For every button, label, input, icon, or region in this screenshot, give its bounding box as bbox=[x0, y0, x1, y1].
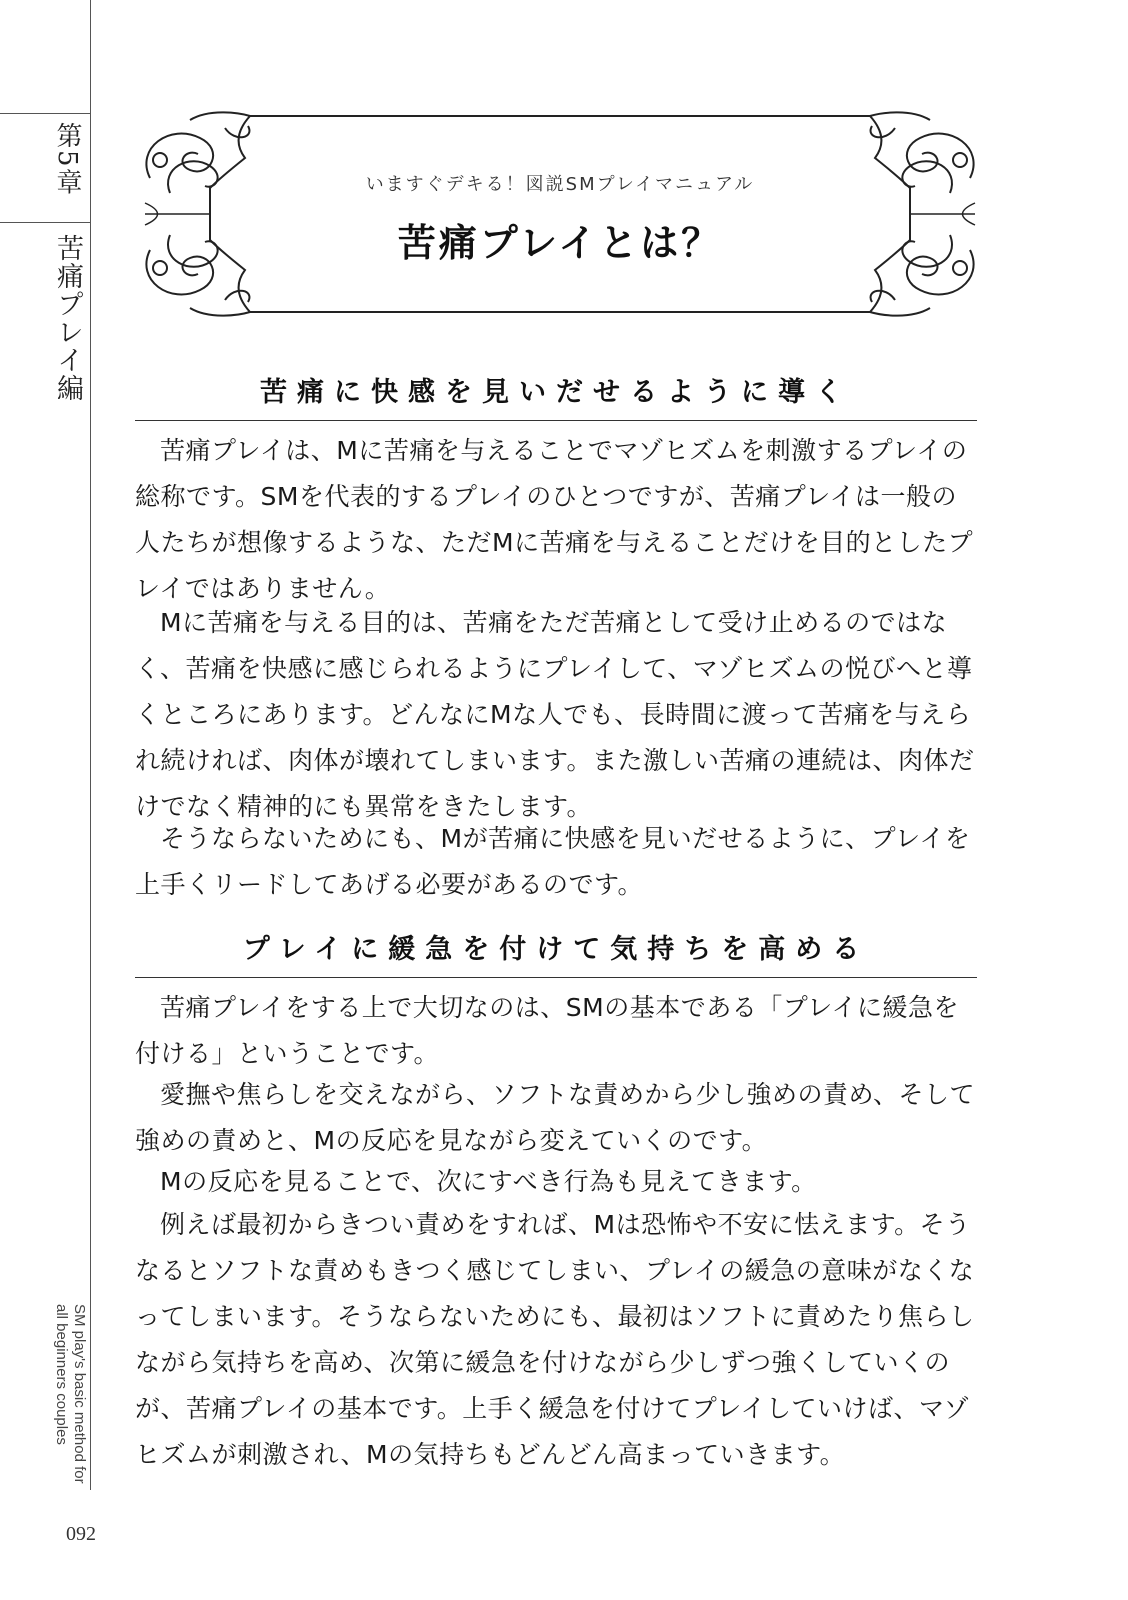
paragraph: 例えば最初からきつい責めをすれば、Mは恐怖や不安に怯えます。そうなるとソフトな責めもきつく感じてしまい、プレイの緩急の意味がなくなってしまいます。そうならないためにも、最初はソフトに責めたり焦らしながら気持ちを高め、次第に緩急を付けながら少しずつ強くしていくのが、苦痛プレイの基本です。上手く緩急を付けてプレイしていけば、マゾヒズムが刺激され、Mの気持ちもどんどん高まっていきます。 bbox=[135, 1210, 975, 1469]
paragraph: 苦痛プレイをする上で大切なのは、SMの基本である「プレイに緩急を付ける」ということです。 bbox=[135, 993, 959, 1068]
book-subtitle: いますぐデキる！図説SMプレイマニュアル bbox=[365, 174, 755, 195]
paragraph: Mに苦痛を与える目的は、苦痛をただ苦痛として受け止めるのではなく、苦痛を快感に感じられるようにプレイして、マゾヒズムの悦びへと導くところにあります。どんなにMな人でも、長時間に渡って苦痛を与えられ続ければ、肉体が壊れてしまいます。また激しい苦痛の連続は、肉体だけでなく精神的にも異常をきたします。 bbox=[135, 608, 975, 821]
chapter-rule-bottom bbox=[0, 222, 90, 223]
paragraph: 愛撫や焦らしを交えながら、ソフトな責めから少し強めの責め、そして強めの責めと、Mの反応を見ながら変えていくのです。 bbox=[135, 1080, 976, 1155]
sidebar-divider bbox=[90, 0, 91, 1490]
paragraph: そうならないためにも、Mが苦痛に快感を見いだせるように、プレイを上手くリードしてあげる必要があるのです。 bbox=[135, 824, 971, 899]
paragraph: Mの反応を見ることで、次にすべき行為も見えてきます。 bbox=[160, 1167, 817, 1196]
heading-rule bbox=[135, 977, 977, 978]
page-number: 092 bbox=[66, 1523, 96, 1545]
page-title: 苦痛プレイとは？ bbox=[397, 221, 723, 265]
chapter-label: 第5章 bbox=[52, 122, 82, 197]
section-heading: プレイに緩急を付けて気持ちを高める bbox=[242, 934, 870, 965]
section-label: 苦痛プレイ編 bbox=[52, 234, 83, 402]
heading-rule bbox=[135, 420, 977, 421]
section-heading: 苦痛に快感を見いだせるように導く bbox=[260, 377, 852, 408]
side-caption: SM play's basic method for all beginners couples bbox=[53, 1304, 88, 1484]
title-frame bbox=[130, 108, 990, 320]
chapter-rule-top bbox=[0, 113, 90, 114]
paragraph: 苦痛プレイは、Mに苦痛を与えることでマゾヒズムを刺激するプレイの総称です。SMを代表的するプレイのひとつですが、苦痛プレイは一般の人たちが想像するような、ただMに苦痛を与えることだけを目的としたプレイではありません。 bbox=[135, 436, 974, 603]
